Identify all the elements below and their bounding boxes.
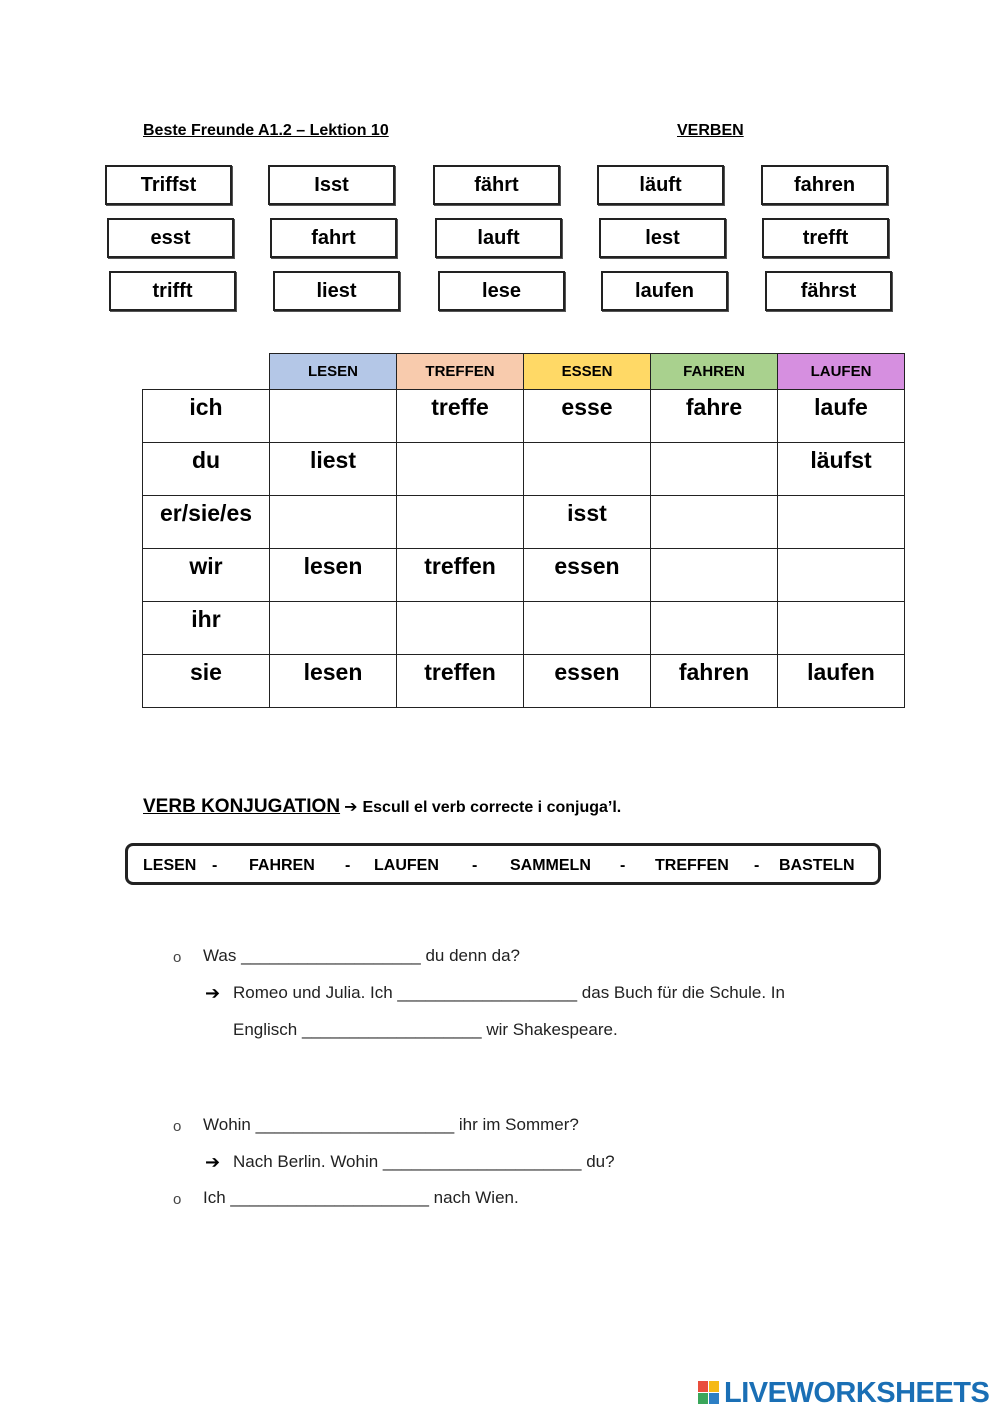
- answer-cell[interactable]: [778, 602, 905, 655]
- answer-cell[interactable]: liest: [270, 443, 397, 496]
- word-tile[interactable]: laufen: [601, 271, 728, 311]
- answer-cell[interactable]: [524, 443, 651, 496]
- table-row: [143, 496, 905, 549]
- pronoun-cell: er/sie/es: [143, 496, 270, 549]
- column-header-fahren: FAHREN: [651, 354, 778, 390]
- answer-cell[interactable]: [651, 496, 778, 549]
- verb-option: FAHREN: [249, 857, 315, 874]
- worksheet-topic: VERBEN: [677, 122, 744, 139]
- separator: -: [620, 857, 626, 874]
- answer-cell[interactable]: [778, 496, 905, 549]
- table-row: [143, 602, 905, 655]
- exercise-line[interactable]: Englisch ___________________ wir Shakespeare.: [233, 1020, 618, 1039]
- arrow-icon: ➔: [205, 1152, 221, 1172]
- word-tile[interactable]: fahren: [761, 165, 888, 205]
- answer-cell[interactable]: [270, 496, 397, 549]
- pronoun-cell: ich: [143, 390, 270, 443]
- arrow-icon: ➔: [205, 983, 221, 1003]
- answer-cell[interactable]: fahre: [651, 390, 778, 443]
- liveworksheets-logo[interactable]: [698, 1376, 989, 1410]
- verb-option: LESEN: [143, 857, 197, 874]
- word-tile[interactable]: fahrt: [270, 218, 397, 258]
- exercise-line[interactable]: Was ___________________ du denn da?: [203, 946, 520, 965]
- separator: -: [472, 857, 478, 874]
- answer-cell[interactable]: [397, 602, 524, 655]
- word-tile[interactable]: trifft: [109, 271, 236, 311]
- table-corner: [143, 354, 270, 390]
- answer-cell[interactable]: [651, 443, 778, 496]
- table-row: [143, 655, 905, 708]
- word-tile[interactable]: fährst: [765, 271, 892, 311]
- separator: -: [212, 857, 218, 874]
- answer-cell[interactable]: essen: [524, 549, 651, 602]
- table-row: [143, 443, 905, 496]
- section-title: VERB KONJUGATION: [143, 796, 341, 817]
- verb-option: SAMMELN: [510, 857, 591, 874]
- answer-cell[interactable]: [778, 549, 905, 602]
- answer-cell[interactable]: lesen: [270, 655, 397, 708]
- pronoun-cell: wir: [143, 549, 270, 602]
- bullet-marker: o: [173, 1191, 182, 1208]
- verb-option: BASTELN: [779, 857, 855, 874]
- column-header-essen: ESSEN: [524, 354, 651, 390]
- column-header-laufen: LAUFEN: [778, 354, 905, 390]
- word-tile[interactable]: lauft: [435, 218, 562, 258]
- logo-text: LIVEWORKSHEETS: [724, 1376, 990, 1409]
- word-tile[interactable]: fährt: [433, 165, 560, 205]
- pronoun-cell: du: [143, 443, 270, 496]
- word-tile[interactable]: esst: [107, 218, 234, 258]
- pronoun-cell: ihr: [143, 602, 270, 655]
- arrow-icon: ➔: [344, 799, 358, 816]
- worksheet-title: Beste Freunde A1.2 – Lektion 10: [143, 122, 389, 139]
- bullet-marker: o: [173, 949, 182, 966]
- word-tile[interactable]: Triffst: [105, 165, 232, 205]
- word-tile[interactable]: trefft: [762, 218, 889, 258]
- separator: -: [345, 857, 351, 874]
- exercise-line[interactable]: Ich _____________________ nach Wien.: [203, 1188, 519, 1207]
- exercise-line[interactable]: Wohin _____________________ ihr im Sommer?: [203, 1115, 579, 1134]
- logo-mark-icon: [698, 1381, 720, 1405]
- word-tile[interactable]: Isst: [268, 165, 395, 205]
- answer-cell[interactable]: isst: [524, 496, 651, 549]
- answer-cell[interactable]: [651, 549, 778, 602]
- verb-option: TREFFEN: [655, 857, 729, 874]
- column-header-treffen: TREFFEN: [397, 354, 524, 390]
- pronoun-cell: sie: [143, 655, 270, 708]
- answer-cell[interactable]: fahren: [651, 655, 778, 708]
- answer-cell[interactable]: treffen: [397, 549, 524, 602]
- answer-cell[interactable]: läufst: [778, 443, 905, 496]
- verb-option: LAUFEN: [374, 857, 439, 874]
- answer-cell[interactable]: treffen: [397, 655, 524, 708]
- separator: -: [754, 857, 760, 874]
- exercise-line[interactable]: Nach Berlin. Wohin _____________________ du?: [233, 1152, 615, 1171]
- table-row: [143, 549, 905, 602]
- verb-choice-box: [125, 843, 881, 885]
- section-instruction: Escull el verb correcte i conjuga’l.: [362, 799, 622, 816]
- answer-cell[interactable]: treffe: [397, 390, 524, 443]
- answer-cell[interactable]: [524, 602, 651, 655]
- answer-cell[interactable]: esse: [524, 390, 651, 443]
- word-tile[interactable]: lest: [599, 218, 726, 258]
- answer-cell[interactable]: essen: [524, 655, 651, 708]
- word-tile[interactable]: läuft: [597, 165, 724, 205]
- answer-cell[interactable]: laufe: [778, 390, 905, 443]
- table-header-row: [143, 354, 905, 390]
- exercise-line[interactable]: Romeo und Julia. Ich ___________________ das Buch für die Schule. In: [233, 983, 785, 1002]
- answer-cell[interactable]: [397, 496, 524, 549]
- word-tile[interactable]: lese: [438, 271, 565, 311]
- answer-cell[interactable]: [651, 602, 778, 655]
- answer-cell[interactable]: [270, 602, 397, 655]
- table-row: [143, 390, 905, 443]
- answer-cell[interactable]: [270, 390, 397, 443]
- word-tile[interactable]: liest: [273, 271, 400, 311]
- answer-cell[interactable]: laufen: [778, 655, 905, 708]
- column-header-lesen: LESEN: [270, 354, 397, 390]
- conjugation-table: [142, 353, 905, 708]
- section-heading: [143, 796, 621, 818]
- answer-cell[interactable]: lesen: [270, 549, 397, 602]
- answer-cell[interactable]: [397, 443, 524, 496]
- bullet-marker: o: [173, 1118, 182, 1135]
